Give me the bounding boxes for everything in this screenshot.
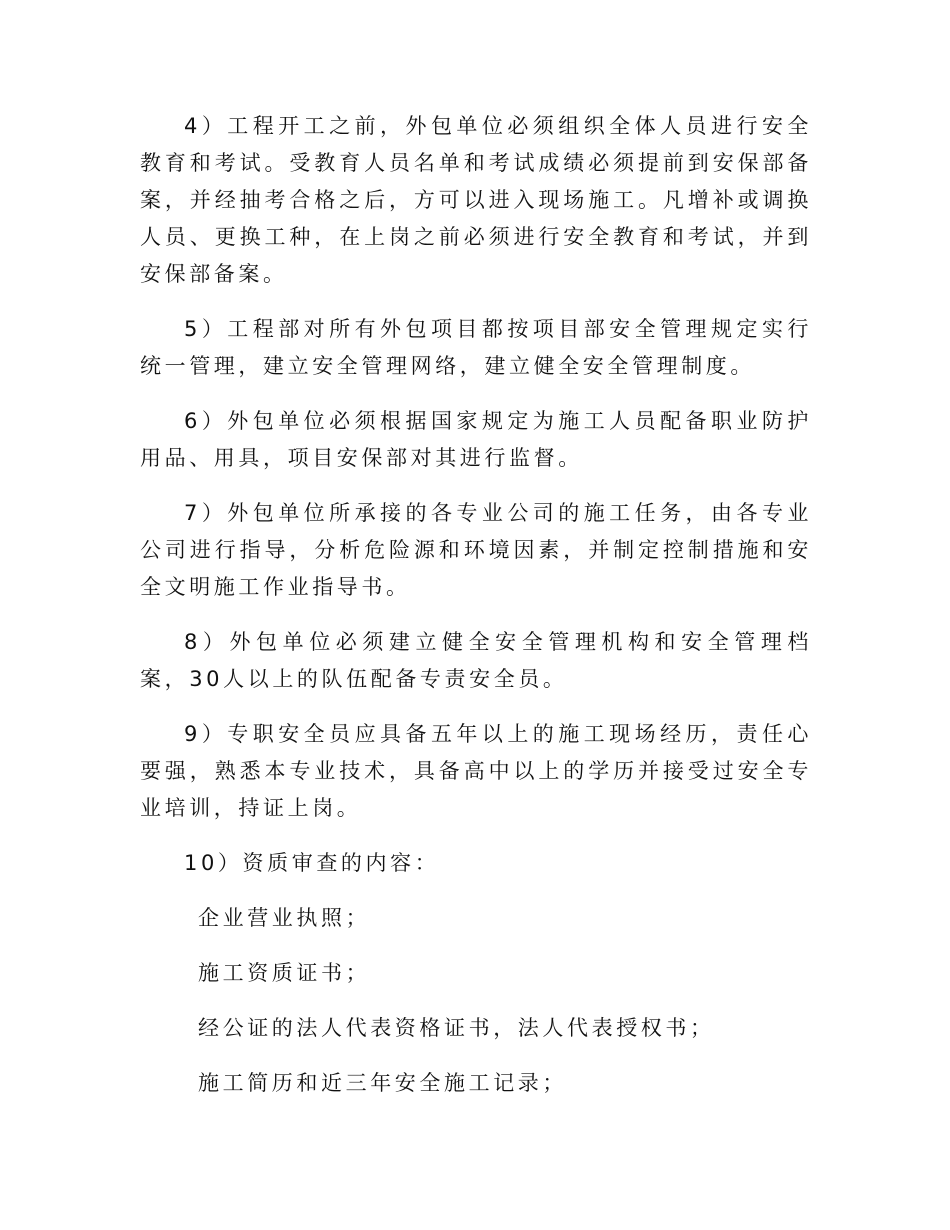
qualification-list-item: 企业营业执照； bbox=[198, 906, 371, 930]
paragraph-item-5: 5）工程部对所有外包项目都按项目部安全管理规定实行统一管理，建立安全管理网络，建立健全安全管理制度。 bbox=[140, 317, 812, 378]
paragraph-item-6: 6）外包单位必须根据国家规定为施工人员配备职业防护用品、用具，项目安保部对其进行监督。 bbox=[140, 409, 812, 470]
paragraph-item-10-heading: 10）资质审查的内容： bbox=[184, 851, 440, 875]
document-body bbox=[140, 108, 812, 1120]
paragraph-item-8: 8）外包单位必须建立健全安全管理机构和安全管理档案，30人以上的队伍配备专责安全员。 bbox=[140, 630, 812, 691]
qualification-list-item: 施工简历和近三年安全施工记录； bbox=[198, 1071, 567, 1095]
qualification-list-item: 施工资质证书； bbox=[198, 961, 371, 985]
paragraph-item-9: 9）专职安全员应具备五年以上的施工现场经历，责任心要强，熟悉本专业技术，具备高中以上的学历并接受过安全专业培训，持证上岗。 bbox=[140, 722, 812, 820]
qualification-list-item: 经公证的法人代表资格证书，法人代表授权书； bbox=[198, 1016, 715, 1040]
paragraph-item-7: 7）外包单位所承接的各专业公司的施工任务，由各专业公司进行指导，分析危险源和环境因素，并制定控制措施和安全文明施工作业指导书。 bbox=[140, 501, 812, 599]
paragraph-item-4: 4）工程开工之前，外包单位必须组织全体人员进行安全教育和考试。受教育人员名单和考试成绩必须提前到安保部备案，并经抽考合格之后，方可以进入现场施工。凡增补或调换人员、更换工种，在上岗之前必须进行安全教育和考试，并到安保部备案。 bbox=[140, 114, 812, 286]
